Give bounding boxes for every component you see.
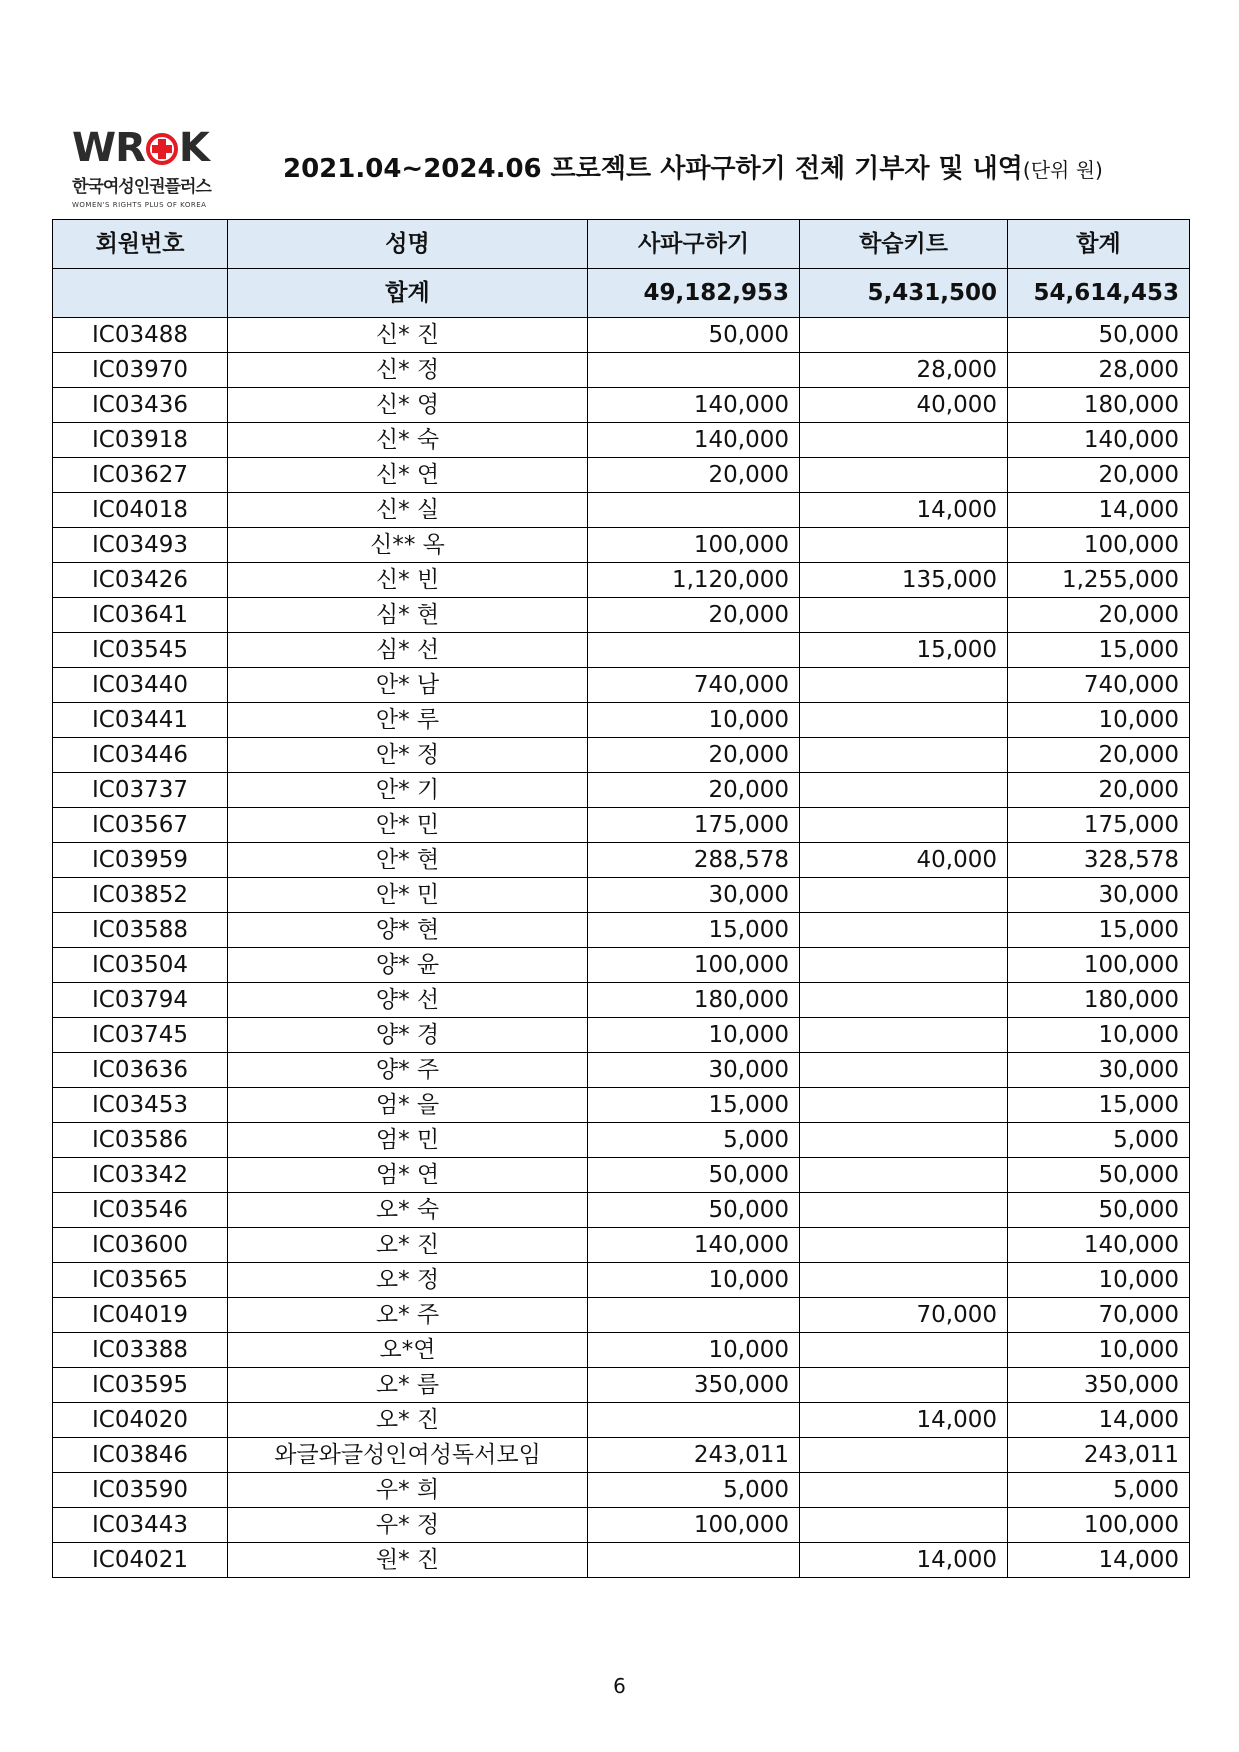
cell-name: 오* 진 <box>228 1228 588 1263</box>
cell-member-id: IC03588 <box>53 913 228 948</box>
cell-member-id: IC04018 <box>53 493 228 528</box>
cell-sum: 15,000 <box>1008 633 1190 668</box>
cell-sapa: 288,578 <box>588 843 800 878</box>
cell-member-id: IC03846 <box>53 1438 228 1473</box>
table-row <box>53 773 1190 808</box>
table-header-row <box>53 220 1190 269</box>
table-row <box>53 738 1190 773</box>
cell-name: 오* 름 <box>228 1368 588 1403</box>
cell-sapa: 10,000 <box>588 703 800 738</box>
total-kit: 5,431,500 <box>800 269 1008 318</box>
cell-member-id: IC03426 <box>53 563 228 598</box>
cell-sapa: 10,000 <box>588 1333 800 1368</box>
cell-sum: 15,000 <box>1008 913 1190 948</box>
cell-kit <box>800 528 1008 563</box>
cell-member-id: IC03794 <box>53 983 228 1018</box>
cell-kit <box>800 598 1008 633</box>
table-row <box>53 318 1190 353</box>
cell-kit: 14,000 <box>800 1543 1008 1578</box>
cell-kit <box>800 1193 1008 1228</box>
logo-cross-icon <box>146 132 178 164</box>
table-row <box>53 1438 1190 1473</box>
cell-kit <box>800 1123 1008 1158</box>
cell-kit <box>800 1263 1008 1298</box>
org-logo <box>72 125 232 209</box>
cell-sapa: 30,000 <box>588 878 800 913</box>
cell-kit <box>800 1088 1008 1123</box>
table-row <box>53 703 1190 738</box>
cell-sapa <box>588 633 800 668</box>
table-row <box>53 353 1190 388</box>
cell-sapa <box>588 1298 800 1333</box>
cell-name: 오* 진 <box>228 1403 588 1438</box>
table-row <box>53 668 1190 703</box>
cell-kit <box>800 703 1008 738</box>
cell-sum: 10,000 <box>1008 703 1190 738</box>
cell-sum: 1,255,000 <box>1008 563 1190 598</box>
cell-member-id: IC03440 <box>53 668 228 703</box>
table-row <box>53 1123 1190 1158</box>
table-row <box>53 1333 1190 1368</box>
cell-sapa: 175,000 <box>588 808 800 843</box>
cell-sum: 50,000 <box>1008 1158 1190 1193</box>
cell-kit <box>800 1158 1008 1193</box>
cell-name: 안* 민 <box>228 878 588 913</box>
cell-member-id: IC03453 <box>53 1088 228 1123</box>
cell-sum: 10,000 <box>1008 1333 1190 1368</box>
table-row <box>53 1088 1190 1123</box>
cell-member-id: IC03852 <box>53 878 228 913</box>
cell-sum: 5,000 <box>1008 1123 1190 1158</box>
cell-sum: 28,000 <box>1008 353 1190 388</box>
cell-sum: 20,000 <box>1008 458 1190 493</box>
cell-sapa: 100,000 <box>588 948 800 983</box>
table-row <box>53 1473 1190 1508</box>
cell-name: 와글와글성인여성독서모임 <box>228 1438 588 1473</box>
cell-sapa: 50,000 <box>588 1193 800 1228</box>
cell-sapa: 50,000 <box>588 318 800 353</box>
cell-kit <box>800 1333 1008 1368</box>
cell-member-id: IC03600 <box>53 1228 228 1263</box>
cell-sum: 180,000 <box>1008 983 1190 1018</box>
cell-kit: 14,000 <box>800 493 1008 528</box>
cell-name: 안* 현 <box>228 843 588 878</box>
cell-sum: 175,000 <box>1008 808 1190 843</box>
cell-name: 신** 옥 <box>228 528 588 563</box>
table-row <box>53 1263 1190 1298</box>
cell-member-id: IC03959 <box>53 843 228 878</box>
cell-sapa: 20,000 <box>588 738 800 773</box>
cell-sum: 100,000 <box>1008 528 1190 563</box>
cell-sapa: 50,000 <box>588 1158 800 1193</box>
cell-kit <box>800 1473 1008 1508</box>
cell-sum: 180,000 <box>1008 388 1190 423</box>
cell-name: 신* 숙 <box>228 423 588 458</box>
cell-sum: 140,000 <box>1008 423 1190 458</box>
cell-sapa: 5,000 <box>588 1473 800 1508</box>
cell-member-id: IC04021 <box>53 1543 228 1578</box>
cell-name: 안* 루 <box>228 703 588 738</box>
page-number: 6 <box>613 1674 626 1698</box>
logo-english-name: WOMEN'S RIGHTS PLUS OF KOREA <box>72 201 207 209</box>
cell-member-id: IC03567 <box>53 808 228 843</box>
logo-mark-right: K <box>178 125 209 171</box>
table-row <box>53 633 1190 668</box>
cell-name: 원* 진 <box>228 1543 588 1578</box>
cell-name: 안* 기 <box>228 773 588 808</box>
cell-sum: 243,011 <box>1008 1438 1190 1473</box>
cell-sapa: 20,000 <box>588 458 800 493</box>
cell-member-id: IC03546 <box>53 1193 228 1228</box>
cell-kit <box>800 1018 1008 1053</box>
cell-sapa: 140,000 <box>588 423 800 458</box>
logo-mark-left: WR <box>72 125 145 171</box>
table-row <box>53 1368 1190 1403</box>
cell-sapa: 30,000 <box>588 1053 800 1088</box>
cell-kit <box>800 1368 1008 1403</box>
cell-sum: 328,578 <box>1008 843 1190 878</box>
total-label: 합계 <box>228 269 588 318</box>
cell-sapa <box>588 353 800 388</box>
cell-sum: 14,000 <box>1008 1543 1190 1578</box>
cell-sum: 50,000 <box>1008 1193 1190 1228</box>
cell-name: 안* 민 <box>228 808 588 843</box>
logo-mark <box>72 125 232 171</box>
cell-sum: 20,000 <box>1008 598 1190 633</box>
cell-sapa: 1,120,000 <box>588 563 800 598</box>
cell-name: 신* 연 <box>228 458 588 493</box>
cell-sapa: 243,011 <box>588 1438 800 1473</box>
cell-kit <box>800 1508 1008 1543</box>
total-sapa: 49,182,953 <box>588 269 800 318</box>
cell-name: 오* 정 <box>228 1263 588 1298</box>
cell-sum: 70,000 <box>1008 1298 1190 1333</box>
cell-sum: 14,000 <box>1008 1403 1190 1438</box>
cell-sum: 50,000 <box>1008 318 1190 353</box>
cell-member-id: IC03446 <box>53 738 228 773</box>
cell-name: 심* 선 <box>228 633 588 668</box>
cell-kit <box>800 808 1008 843</box>
cell-sapa: 100,000 <box>588 528 800 563</box>
cell-kit: 40,000 <box>800 388 1008 423</box>
title-main: 2021.04~2024.06 프로젝트 사파구하기 전체 기부자 및 내역 <box>283 154 1023 184</box>
cell-name: 우* 희 <box>228 1473 588 1508</box>
cell-name: 엄* 을 <box>228 1088 588 1123</box>
cell-sapa: 5,000 <box>588 1123 800 1158</box>
cell-member-id: IC03595 <box>53 1368 228 1403</box>
cell-name: 엄* 민 <box>228 1123 588 1158</box>
cell-kit: 70,000 <box>800 1298 1008 1333</box>
cell-member-id: IC03970 <box>53 353 228 388</box>
cell-sapa: 15,000 <box>588 913 800 948</box>
cell-member-id: IC03745 <box>53 1018 228 1053</box>
table-row <box>53 423 1190 458</box>
table-row <box>53 1543 1190 1578</box>
cell-kit <box>800 738 1008 773</box>
cell-member-id: IC03641 <box>53 598 228 633</box>
table-row <box>53 1403 1190 1438</box>
table-row <box>53 388 1190 423</box>
cell-member-id: IC03504 <box>53 948 228 983</box>
cell-sapa: 140,000 <box>588 1228 800 1263</box>
total-sum: 54,614,453 <box>1008 269 1190 318</box>
cell-name: 엄* 연 <box>228 1158 588 1193</box>
cell-sum: 30,000 <box>1008 1053 1190 1088</box>
cell-sapa: 100,000 <box>588 1508 800 1543</box>
cell-sum: 20,000 <box>1008 738 1190 773</box>
cell-member-id: IC03636 <box>53 1053 228 1088</box>
header-kit: 학습키트 <box>800 220 1008 269</box>
cell-sapa: 180,000 <box>588 983 800 1018</box>
cell-member-id: IC03441 <box>53 703 228 738</box>
table-row <box>53 458 1190 493</box>
table-row <box>53 1508 1190 1543</box>
cell-name: 오* 숙 <box>228 1193 588 1228</box>
cell-name: 양* 경 <box>228 1018 588 1053</box>
cell-sum: 100,000 <box>1008 948 1190 983</box>
cell-member-id: IC03737 <box>53 773 228 808</box>
cell-kit <box>800 1438 1008 1473</box>
cell-kit: 14,000 <box>800 1403 1008 1438</box>
table-row <box>53 1228 1190 1263</box>
cell-sapa: 10,000 <box>588 1263 800 1298</box>
cell-name: 양* 주 <box>228 1053 588 1088</box>
donor-table <box>52 219 1190 1578</box>
cell-kit <box>800 773 1008 808</box>
cell-member-id: IC03443 <box>53 1508 228 1543</box>
cell-kit <box>800 1053 1008 1088</box>
cell-sapa: 20,000 <box>588 598 800 633</box>
cell-member-id: IC03545 <box>53 633 228 668</box>
cell-sum: 15,000 <box>1008 1088 1190 1123</box>
cell-sum: 140,000 <box>1008 1228 1190 1263</box>
header-sapa: 사파구하기 <box>588 220 800 269</box>
cell-member-id: IC03436 <box>53 388 228 423</box>
cell-name: 신* 진 <box>228 318 588 353</box>
cell-name: 심* 현 <box>228 598 588 633</box>
cell-kit: 135,000 <box>800 563 1008 598</box>
page-title <box>283 148 1103 185</box>
cell-member-id: IC03488 <box>53 318 228 353</box>
cell-sapa: 350,000 <box>588 1368 800 1403</box>
cell-name: 신* 영 <box>228 388 588 423</box>
table-row <box>53 1193 1190 1228</box>
cell-name: 안* 정 <box>228 738 588 773</box>
cell-kit <box>800 423 1008 458</box>
cell-kit <box>800 983 1008 1018</box>
cell-name: 신* 정 <box>228 353 588 388</box>
cell-member-id: IC04019 <box>53 1298 228 1333</box>
cell-kit <box>800 878 1008 913</box>
cell-member-id: IC03586 <box>53 1123 228 1158</box>
cell-sapa <box>588 493 800 528</box>
cell-kit: 28,000 <box>800 353 1008 388</box>
header-member-id: 회원번호 <box>53 220 228 269</box>
title-unit: (단위 원) <box>1022 158 1103 182</box>
cell-kit: 15,000 <box>800 633 1008 668</box>
table-row <box>53 1158 1190 1193</box>
cell-sum: 350,000 <box>1008 1368 1190 1403</box>
table-row <box>53 843 1190 878</box>
cell-sapa: 10,000 <box>588 1018 800 1053</box>
cell-kit <box>800 318 1008 353</box>
cell-sum: 10,000 <box>1008 1018 1190 1053</box>
cell-member-id: IC03388 <box>53 1333 228 1368</box>
cell-sum: 100,000 <box>1008 1508 1190 1543</box>
cell-name: 오* 주 <box>228 1298 588 1333</box>
cell-name: 우* 정 <box>228 1508 588 1543</box>
cell-name: 양* 현 <box>228 913 588 948</box>
cell-kit <box>800 458 1008 493</box>
total-row <box>53 269 1190 318</box>
cell-sum: 5,000 <box>1008 1473 1190 1508</box>
cell-name: 신* 실 <box>228 493 588 528</box>
logo-korean-name: 한국여성인권플러스 <box>72 177 211 197</box>
table-row <box>53 913 1190 948</box>
cell-sapa: 15,000 <box>588 1088 800 1123</box>
cell-member-id: IC03342 <box>53 1158 228 1193</box>
table-row <box>53 493 1190 528</box>
header-sum: 합계 <box>1008 220 1190 269</box>
cell-kit <box>800 668 1008 703</box>
table-row <box>53 878 1190 913</box>
cell-sapa: 140,000 <box>588 388 800 423</box>
cell-sapa: 740,000 <box>588 668 800 703</box>
cell-sum: 30,000 <box>1008 878 1190 913</box>
cell-member-id: IC04020 <box>53 1403 228 1438</box>
cell-sum: 740,000 <box>1008 668 1190 703</box>
cell-sapa: 20,000 <box>588 773 800 808</box>
table-row <box>53 1053 1190 1088</box>
cell-kit <box>800 948 1008 983</box>
cell-member-id: IC03918 <box>53 423 228 458</box>
total-empty-cell <box>53 269 228 318</box>
table-row <box>53 528 1190 563</box>
cell-name: 안* 남 <box>228 668 588 703</box>
cell-name: 양* 윤 <box>228 948 588 983</box>
cell-kit: 40,000 <box>800 843 1008 878</box>
table-row <box>53 948 1190 983</box>
cell-sum: 20,000 <box>1008 773 1190 808</box>
cell-sapa <box>588 1403 800 1438</box>
header-name: 성명 <box>228 220 588 269</box>
table-row <box>53 808 1190 843</box>
cell-sapa <box>588 1543 800 1578</box>
cell-name: 신* 빈 <box>228 563 588 598</box>
cell-sum: 10,000 <box>1008 1263 1190 1298</box>
cell-kit <box>800 1228 1008 1263</box>
table-row <box>53 1018 1190 1053</box>
table-row <box>53 1298 1190 1333</box>
table-row <box>53 563 1190 598</box>
cell-name: 양* 선 <box>228 983 588 1018</box>
table-row <box>53 598 1190 633</box>
cell-sum: 14,000 <box>1008 493 1190 528</box>
cell-name: 오*연 <box>228 1333 588 1368</box>
cell-member-id: IC03565 <box>53 1263 228 1298</box>
cell-member-id: IC03493 <box>53 528 228 563</box>
cell-kit <box>800 913 1008 948</box>
cell-member-id: IC03627 <box>53 458 228 493</box>
table-row <box>53 983 1190 1018</box>
cell-member-id: IC03590 <box>53 1473 228 1508</box>
